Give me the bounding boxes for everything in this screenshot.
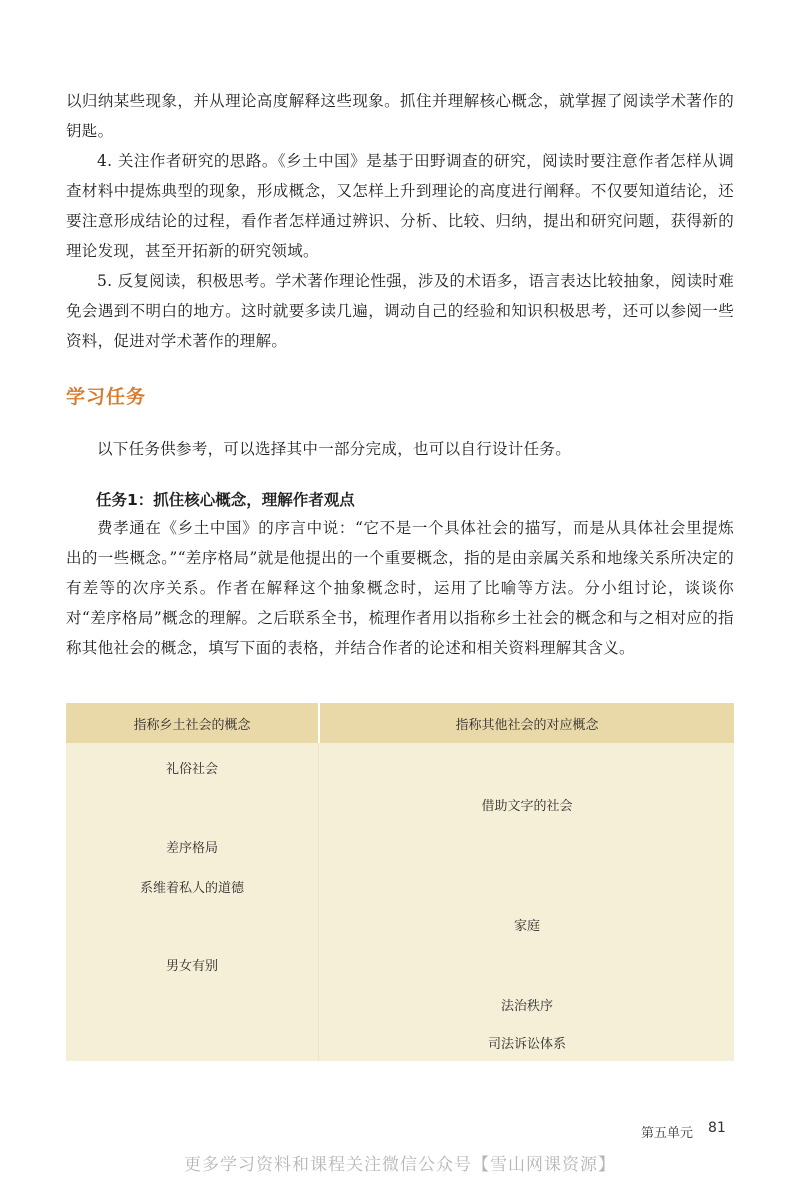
table-cell-left: 男女有别 (165, 959, 218, 974)
concept-table (66, 703, 734, 1061)
page-number: 81 (708, 1120, 726, 1136)
table-cell-left: 礼俗社会 (165, 762, 218, 777)
watermark-text: 更多学习资料和课程关注微信公众号【雪山网课资源】 (184, 1155, 616, 1175)
task-1-body: 费孝通在《乡土中国》的序言中说：“它不是一个具体社会的描写，而是从具体社会里提炼出的一些概念。”“差序格局”就是他提出的一个重要概念，指的是由亲属关系和地缘关系所决定的有差等的次序关系。作者在解释这个抽象概念时，运用了比喻等方法。分小组讨论，谈谈你对“差序格局”概念的理解。之后联系全书，梳理作者用以指称乡土社会的概念和与之相对应的指称其他社会的概念，填写下面的表格，并结合作者的论述和相关资料理解其含义。 (66, 519, 734, 657)
table-cell-right: 家庭 (513, 919, 540, 934)
table-header-other-concepts: 指称其他社会的对应概念 (455, 718, 599, 733)
paragraph-key-concepts-end: 以归纳某些现象，并从理论高度解释这些现象。抓住并理解核心概念，就掌握了阅读学术著作的钥匙。 (66, 92, 734, 140)
paragraph-research-approach: 4. 关注作者研究的思路。《乡土中国》是基于田野调查的研究，阅读时要注意作者怎样从调查材料中提炼典型的现象，形成概念，又怎样上升到理论的高度进行阐释。不仅要知道结论，还要注意形成结论的过程，看作者怎样通过辨识、分析、比较、归纳，提出和研究问题，获得新的理论发现，甚至开拓新的研究领域。 (66, 152, 734, 260)
table-header-rural-concepts: 指称乡土社会的概念 (133, 718, 251, 733)
section-title: 学习任务 (66, 386, 147, 408)
paragraph-repeated-reading: 5. 反复阅读，积极思考。学术著作理论性强，涉及的术语多，语言表达比较抽象，阅读时难免会遇到不明白的地方。这时就要多读几遍，调动自己的经验和知识积极思考，还可以参阅一些资料，促进对学术著作的理解。 (66, 272, 734, 350)
table-header (66, 703, 734, 743)
table-cell-right: 借助文字的社会 (481, 799, 573, 814)
task-1-title: 任务1：抓住核心概念，理解作者观点 (96, 491, 355, 509)
table-cell-left: 差序格局 (165, 841, 218, 856)
unit-label: 第五单元 (641, 1126, 694, 1141)
table-column-divider (318, 743, 319, 1061)
section-intro: 以下任务供参考，可以选择其中一部分完成，也可以自行设计任务。 (97, 440, 572, 458)
table-cell-right: 司法诉讼体系 (487, 1037, 566, 1052)
table-cell-left: 系维着私人的道德 (139, 881, 244, 896)
table-cell-right: 法治秩序 (500, 999, 553, 1014)
